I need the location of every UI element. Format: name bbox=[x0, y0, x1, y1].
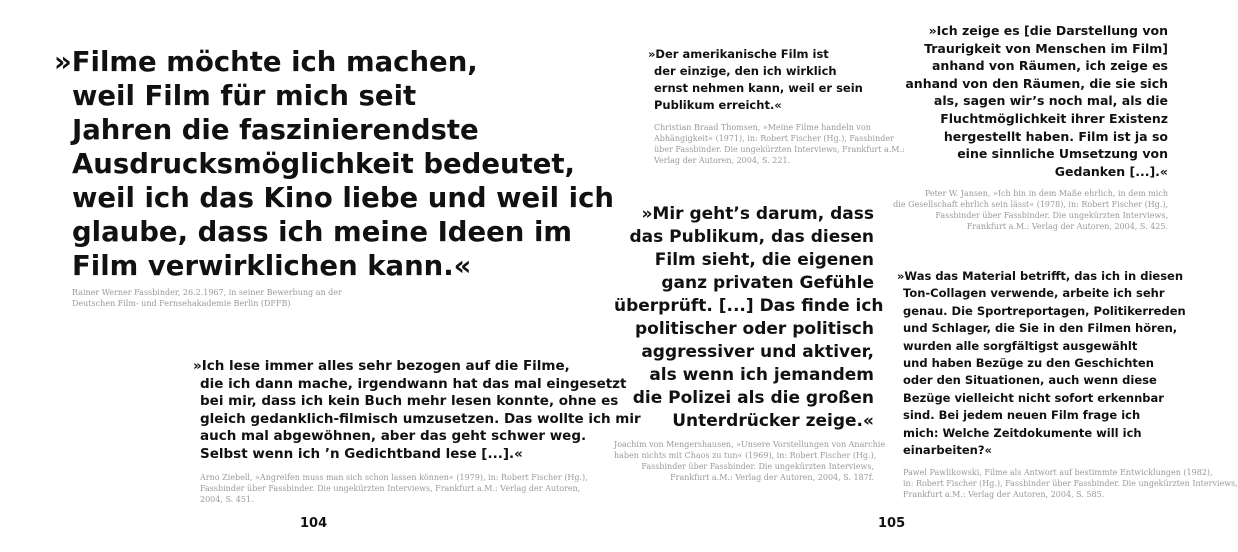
quote-line: Selbst wenn ich ’n Gedichtband lese [...].« bbox=[200, 445, 523, 462]
quote-text bbox=[897, 268, 1192, 459]
quote-line: und haben Bezüge zu den Geschichten bbox=[903, 356, 1154, 371]
quote-line: bei mir, dass ich kein Buch mehr lesen konnte, ohne es bbox=[200, 393, 619, 409]
quote-text bbox=[193, 358, 641, 463]
quote-line: überprüft. [...] Das finde ich bbox=[614, 296, 884, 316]
source-line: Fassbinder über Fassbinder. Die ungekürzten Interviews, bbox=[641, 462, 874, 471]
quote-line: weil Film für mich seit bbox=[72, 80, 417, 112]
source-line: die Gesellschaft ehrlich sein lässt« (1978), in: Robert Fischer (Hg.), bbox=[893, 200, 1168, 210]
quote-source bbox=[54, 287, 574, 309]
quote-source bbox=[648, 122, 908, 166]
source-line: 2004, S. 451. bbox=[200, 495, 254, 504]
source-line: in: Robert Fischer (Hg.), Fassbinder über Fassbinder. Die ungekürzten Interviews, bbox=[903, 479, 1238, 489]
quote-source bbox=[193, 472, 588, 505]
quote-line: Film verwirklichen kann.« bbox=[72, 250, 472, 282]
quote-text bbox=[648, 46, 908, 114]
quote-line: genau. Die Sportreportagen, Politikerreden bbox=[903, 303, 1186, 318]
quote-line: anhand von den Räumen, die sie sich bbox=[905, 75, 1168, 91]
quote-line: hergestellt haben. Film ist ja so bbox=[943, 128, 1168, 144]
quote-line: glaube, dass ich meine Ideen im bbox=[72, 216, 573, 248]
quote-text bbox=[892, 22, 1168, 180]
source-line: über Fassbinder. Die ungekürzten Interviews, Frankfurt a.M.: bbox=[654, 145, 905, 154]
source-line: haben nichts mit Chaos zu tun« (1969), in: Robert Fischer (Hg.), bbox=[614, 451, 877, 460]
quote-line: »Ich zeige es [die Darstellung von bbox=[928, 23, 1168, 38]
source-line: Deutschen Film- und Fernsehakademie Berlin (DFFB) bbox=[72, 299, 291, 308]
quote-line: und Schlager, die Sie in den Filmen hören, bbox=[903, 321, 1178, 336]
quote-line: gleich gedanklich-filmisch umzusetzen. Das wollte ich mir bbox=[200, 410, 641, 427]
quote-line: die Polizei als die großen bbox=[632, 388, 874, 408]
quote-source bbox=[897, 467, 1238, 500]
quote-line: Publikum erreicht.« bbox=[654, 98, 782, 112]
quote-line: die ich dann mache, irgendwann hat das mal eingesetzt bbox=[200, 375, 627, 392]
source-line: Fassbinder über Fassbinder. Die ungekürzten Interviews, Frankfurt a.M.: Verlag der Autoren, bbox=[200, 484, 581, 493]
quote-line: Gedanken [...].« bbox=[1054, 163, 1168, 179]
quote-text bbox=[614, 203, 884, 433]
source-line: Arno Ziebell, »Angreifen muss man sich schon lassen können« (1979), in: Robert Fischer (Hg.), bbox=[200, 473, 588, 482]
source-line: Frankfurt a.M.: Verlag der Autoren, 2004, S. 187f. bbox=[670, 473, 874, 482]
quote-line: wurden alle sorgfältigst ausgewählt bbox=[903, 338, 1138, 353]
quote-line: einarbeiten?« bbox=[903, 443, 992, 458]
page-number-right: 105 bbox=[878, 516, 906, 531]
quote-source bbox=[614, 439, 886, 483]
quote-line: das Publikum, das diesen bbox=[629, 227, 874, 247]
quote-line: Ton-Collagen verwende, arbeite ich sehr bbox=[903, 286, 1165, 301]
quote-line: »Der amerikanische Film ist bbox=[648, 47, 829, 61]
quote-line: mich: Welche Zeitdokumente will ich bbox=[903, 425, 1142, 440]
quote-line: Unterdrücker zeige.« bbox=[672, 411, 874, 431]
quote-line: politischer oder politisch bbox=[634, 319, 874, 339]
source-line: Verlag der Autoren, 2004, S. 221. bbox=[654, 156, 791, 165]
source-line: Pawel Pawlikowski, Filme als Antwort auf bestimmte Entwicklungen (1982), bbox=[903, 468, 1213, 478]
quote-block-amerikanische-film bbox=[648, 46, 908, 166]
quote-block-material bbox=[897, 268, 1238, 500]
quote-line: Traurigkeit von Menschen im Film] bbox=[924, 40, 1168, 56]
quote-block-filme-machen bbox=[54, 45, 614, 309]
quote-line: als wenn ich jemandem bbox=[649, 365, 874, 385]
quote-line: »Ich lese immer alles sehr bezogen auf die Filme, bbox=[193, 358, 570, 374]
source-line: Joachim von Mengershausen, »Unsere Vorstellungen von Anarchie bbox=[614, 440, 886, 449]
source-line: Rainer Werner Fassbinder, 26.2.1967, in seiner Bewerbung an der bbox=[72, 288, 342, 297]
quote-text bbox=[54, 45, 614, 283]
quote-line: Bezüge vielleicht nicht sofort erkennbar bbox=[903, 390, 1164, 405]
source-line: Fassbinder über Fassbinder. Die ungekürzten Interviews, bbox=[935, 211, 1168, 221]
quote-line: ernst nehmen kann, weil er sein bbox=[654, 81, 863, 95]
quote-line: »Was das Material betrifft, das ich in diesen bbox=[897, 269, 1184, 283]
quote-line: als, sagen wir’s noch mal, als die bbox=[933, 93, 1168, 109]
source-line: Frankfurt a.M.: Verlag der Autoren, 2004, S. 425. bbox=[966, 222, 1168, 232]
quote-line: oder den Situationen, auch wenn diese bbox=[903, 373, 1157, 388]
quote-block-publikum bbox=[614, 203, 886, 483]
quote-line: eine sinnliche Umsetzung von bbox=[957, 146, 1168, 162]
quote-line: ganz privaten Gefühle bbox=[661, 273, 874, 293]
quote-line: sind. Bei jedem neuen Film frage ich bbox=[903, 408, 1141, 423]
quote-line: »Mir geht’s darum, dass bbox=[641, 204, 874, 224]
source-line: Peter W. Jansen, »Ich bin in dem Maße ehrlich, in dem mich bbox=[924, 189, 1168, 199]
quote-line: Film sieht, die eigenen bbox=[654, 250, 874, 270]
source-line: Abhängigkeit« (1971), in: Robert Fischer (Hg.), Fassbinder bbox=[654, 134, 894, 143]
quote-line: anhand von Räumen, ich zeige es bbox=[932, 58, 1168, 74]
quote-line: »Filme möchte ich machen, bbox=[54, 46, 478, 78]
right-page bbox=[600, 0, 1238, 552]
source-line: Christian Braad Thomsen, »Meine Filme handeln von bbox=[654, 123, 871, 132]
quote-line: Fluchtmöglichkeit ihrer Existenz bbox=[940, 110, 1168, 126]
quote-line: weil ich das Kino liebe und weil ich bbox=[72, 182, 614, 214]
quote-block-lese-immer bbox=[193, 358, 641, 505]
quote-line: Ausdrucksmöglichkeit bedeutet, bbox=[72, 148, 575, 180]
quote-line: aggressiver und aktiver, bbox=[641, 342, 874, 362]
quote-source bbox=[892, 188, 1168, 232]
source-line: Frankfurt a.M.: Verlag der Autoren, 2004, S. 585. bbox=[903, 490, 1105, 500]
page-number-left: 104 bbox=[300, 516, 328, 531]
quote-line: auch mal abgewöhnen, aber das geht schwer weg. bbox=[200, 428, 587, 444]
quote-line: Jahren die faszinierendste bbox=[72, 114, 479, 146]
quote-line: der einzige, den ich wirklich bbox=[654, 64, 837, 78]
quote-block-traurigkeit bbox=[892, 22, 1168, 232]
